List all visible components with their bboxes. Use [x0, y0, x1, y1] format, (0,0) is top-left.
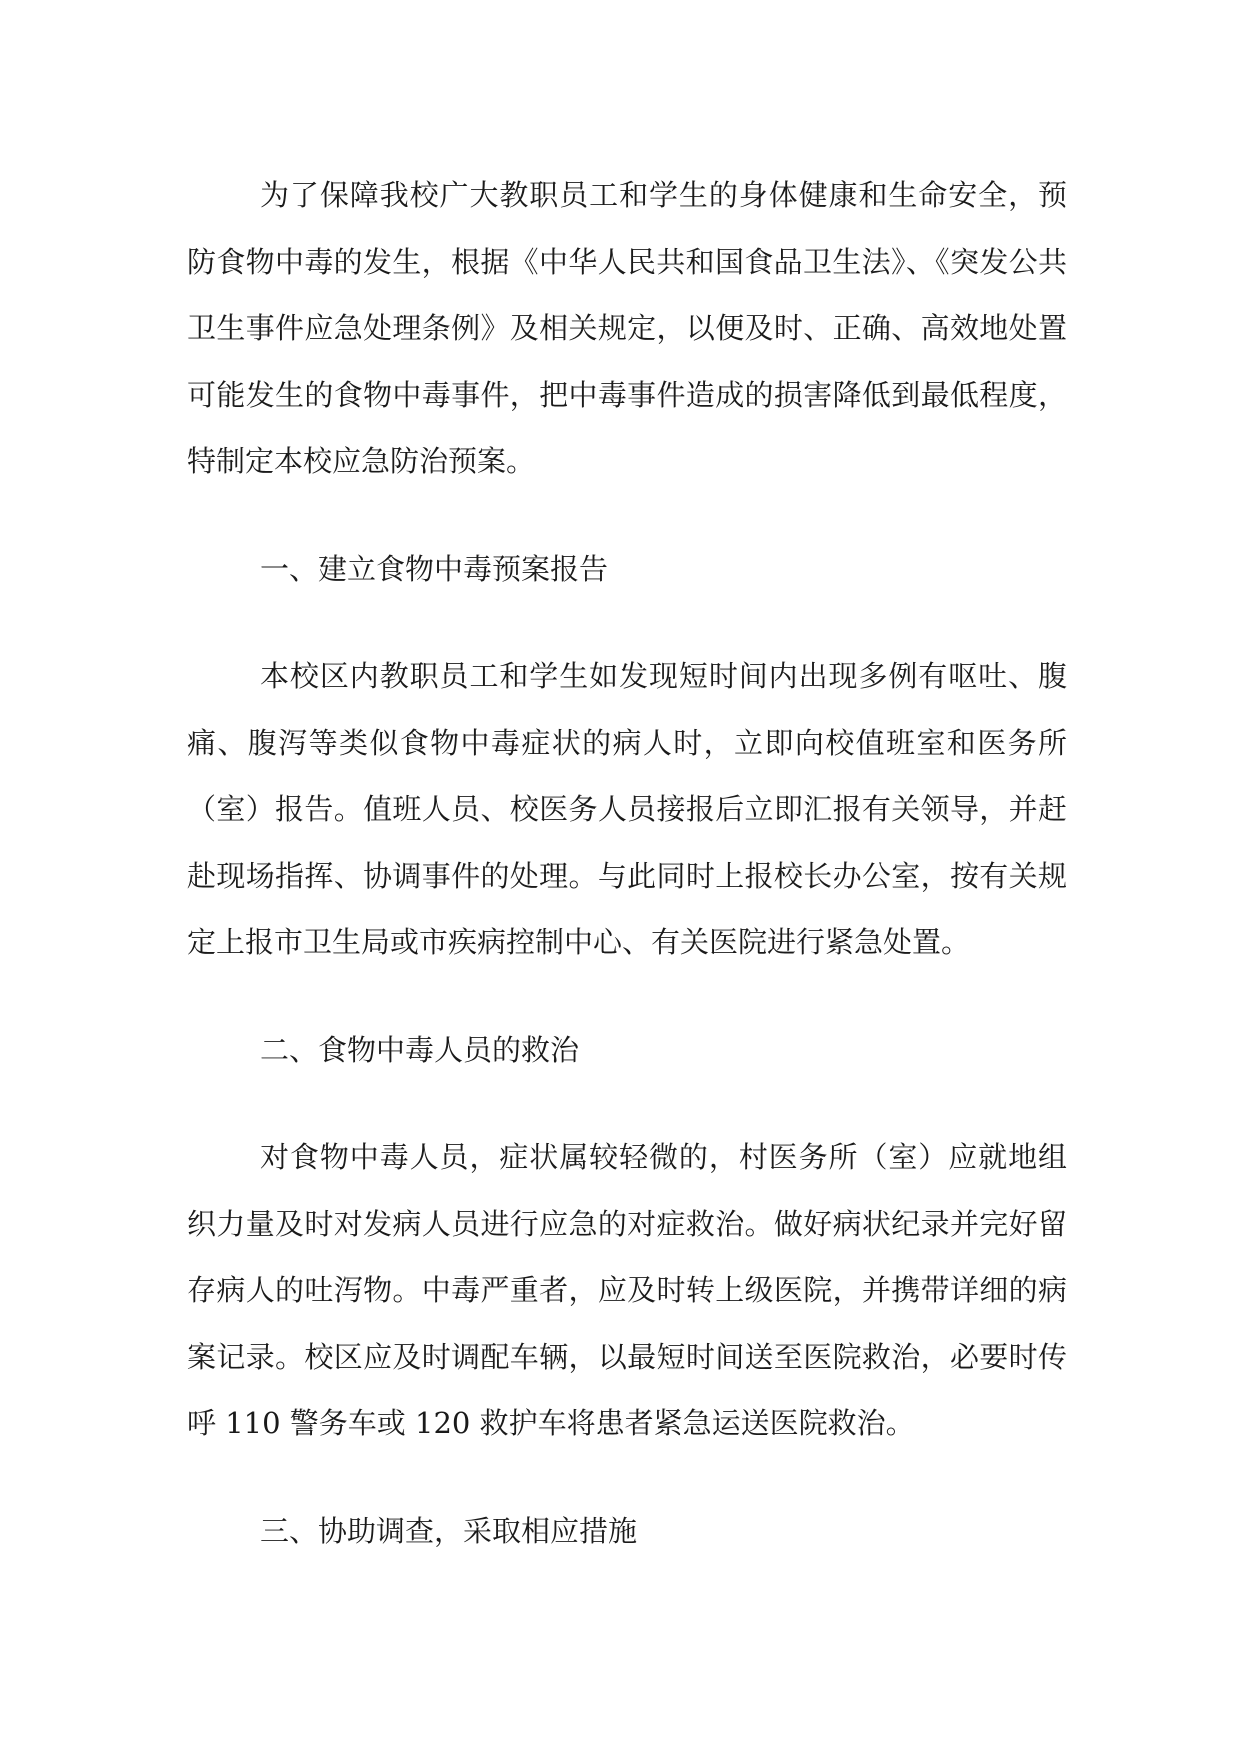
section-1-heading: 一、建立食物中毒预案报告: [260, 551, 609, 586]
paragraph-gap: [187, 602, 1067, 643]
section-2-heading: 二、食物中毒人员的救治: [260, 1032, 580, 1067]
paragraph-gap: [187, 1083, 1067, 1124]
section-2-body: 对食物中毒人员，症状属较轻微的，村医务所（室）应就地组织力量及时对发病人员进行应急的对症救治。做好病状纪录并完好留存病人的吐泻物。中毒严重者，应及时转上级医院，并携带详细的病案记录。校区应及时调配车辆，以最短时间送至医院救治，必要时传呼 110 警务车或 120 救护车将患者紧急运送医院救治。: [187, 1140, 1067, 1440]
section-1-body: 本校区内教职员工和学生如发现短时间内出现多例有呕吐、腹痛、腹泻等类似食物中毒症状的病人时，立即向校值班室和医务所（室）报告。值班人员、校医务人员接报后立即汇报有关领导，并赶赴现场指挥、协调事件的处理。与此同时上报校长办公室，按有关规定上报市卫生局或市疾病控制中心、有关医院进行紧急处置。: [187, 659, 1067, 959]
paragraph-gap: [187, 976, 1067, 1017]
intro-paragraph: 为了保障我校广大教职员工和学生的身体健康和生命安全，预防食物中毒的发生，根据《中华人民共和国食品卫生法》、《突发公共卫生事件应急处理条例》及相关规定，以便及时、正确、高效地处置可能发生的食物中毒事件，把中毒事件造成的损害降低到最低程度，特制定本校应急防治预案。: [187, 178, 1067, 478]
paragraph-gap: [187, 1457, 1067, 1498]
document-content: [187, 162, 1067, 1564]
paragraph-gap: [187, 495, 1067, 536]
section-3-heading: 三、协助调查，采取相应措施: [260, 1513, 638, 1548]
